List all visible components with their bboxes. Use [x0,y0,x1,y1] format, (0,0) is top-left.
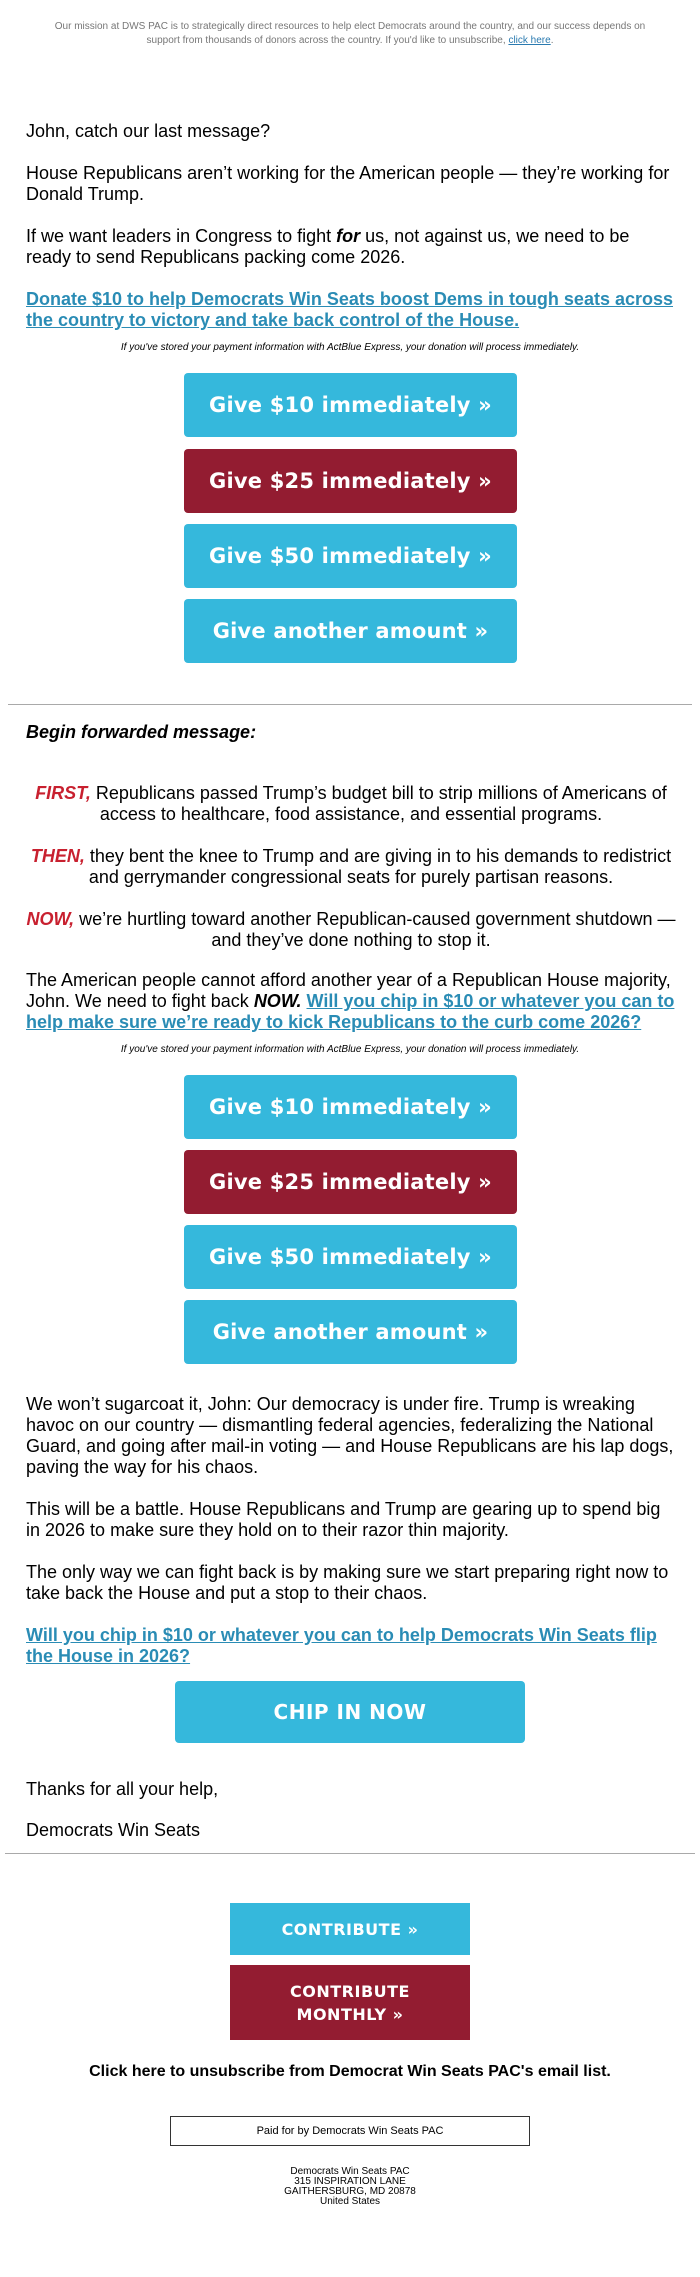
footer-divider [5,1853,695,1854]
actblue-note: If you've stored your payment information with ActBlue Express, your donation will process immediately. [120,342,580,353]
intro-paragraph-1: House Republicans aren’t working for the American people — they’re working for Donald Trump. [26,163,670,204]
intro-paragraph-2: If we want leaders in Congress to fight for us, not against us, we need to be ready to send Republicans packing come 2026. [26,226,630,267]
give-50-button-2[interactable]: Give $50 immediately » [184,1225,517,1289]
header-unsubscribe-link[interactable]: click here [508,35,551,46]
footer-unsubscribe-link[interactable]: Click here to unsubscribe from Democrat Win Seats PAC's email list. [89,2063,611,2080]
address: Democrats Win Seats PAC 315 INSPIRATION LANE GAITHERSBURG, MD 20878 United States [284,2166,416,2207]
body-paragraph-3: The only way we can fight back is by making sure we start preparing right now to take back the House and put a stop to their chaos. [26,1562,669,1603]
actblue-note-2: If you've stored your payment information with ActBlue Express, your donation will process immediately. [120,1044,580,1055]
greeting: John, catch our last message? [26,121,271,141]
first-paragraph: FIRST, Republicans passed Trump’s budget bill to strip millions of Americans of access to healthcare, food assistance, and essential programs. [35,783,667,824]
body-paragraph-2: This will be a battle. House Republicans and Trump are gearing up to spend big in 2026 to make sure they hold on to their razor thin majority. [26,1499,661,1540]
divider [8,704,692,705]
paid-for-box: Paid for by Democrats Win Seats PAC [170,2116,530,2146]
forwarded-heading: Begin forwarded message: [26,722,257,742]
give-other-button[interactable]: Give another amount » [184,599,517,663]
give-10-button[interactable]: Give $10 immediately » [184,373,517,437]
chip-in-link[interactable]: Will you chip in $10 or whatever you can to help make sure we’re ready to kick Republicans to the curb come 2026? [26,991,675,1032]
contribute-button[interactable]: CONTRIBUTE » [230,1903,470,1955]
donate-link[interactable]: Donate $10 to help Democrats Win Seats boost Dems in tough seats across the country to victory and take back control of the House. [26,289,674,330]
give-50-button[interactable]: Give $50 immediately » [184,524,517,588]
contribute-monthly-button[interactable]: CONTRIBUTE MONTHLY » [230,1965,470,2040]
chip-in-now-button[interactable]: CHIP IN NOW [175,1681,525,1743]
give-25-button[interactable]: Give $25 immediately » [184,449,517,513]
give-other-button-2[interactable]: Give another amount » [184,1300,517,1364]
signature: Democrats Win Seats [26,1820,201,1840]
afford-paragraph: The American people cannot afford another year of a Republican House majority, John. We need to fight back NOW. Will you chip in $10 or whatever you can to help make sure we’re ready to kick Republicans to the curb come 2026? [26,970,675,1032]
mission-statement: Our mission at DWS PAC is to strategically direct resources to help elect Democrats around the country, and our success depends on support from thousands of donors across the country. If you'd like to unsubscribe, click here. [54,21,646,46]
give-10-button-2[interactable]: Give $10 immediately » [184,1075,517,1139]
flip-house-link[interactable]: Will you chip in $10 or whatever you can to help Democrats Win Seats flip the House in 2026? [26,1625,657,1666]
thanks: Thanks for all your help, [26,1779,219,1799]
now-paragraph: NOW, we’re hurtling toward another Republican-caused government shutdown — and they’ve done nothing to stop it. [26,909,676,950]
give-25-button-2[interactable]: Give $25 immediately » [184,1150,517,1214]
then-paragraph: THEN, they bent the knee to Trump and are giving in to his demands to redistrict and gerrymander congressional seats for purely partisan reasons. [30,846,672,887]
body-paragraph-1: We won’t sugarcoat it, John: Our democracy is under fire. Trump is wreaking havoc on our country — dismantling federal agencies, federalizing the National Guard, and going after mail-in voting — and House Republicans are his lap dogs, paving the way for his chaos. [26,1394,674,1477]
